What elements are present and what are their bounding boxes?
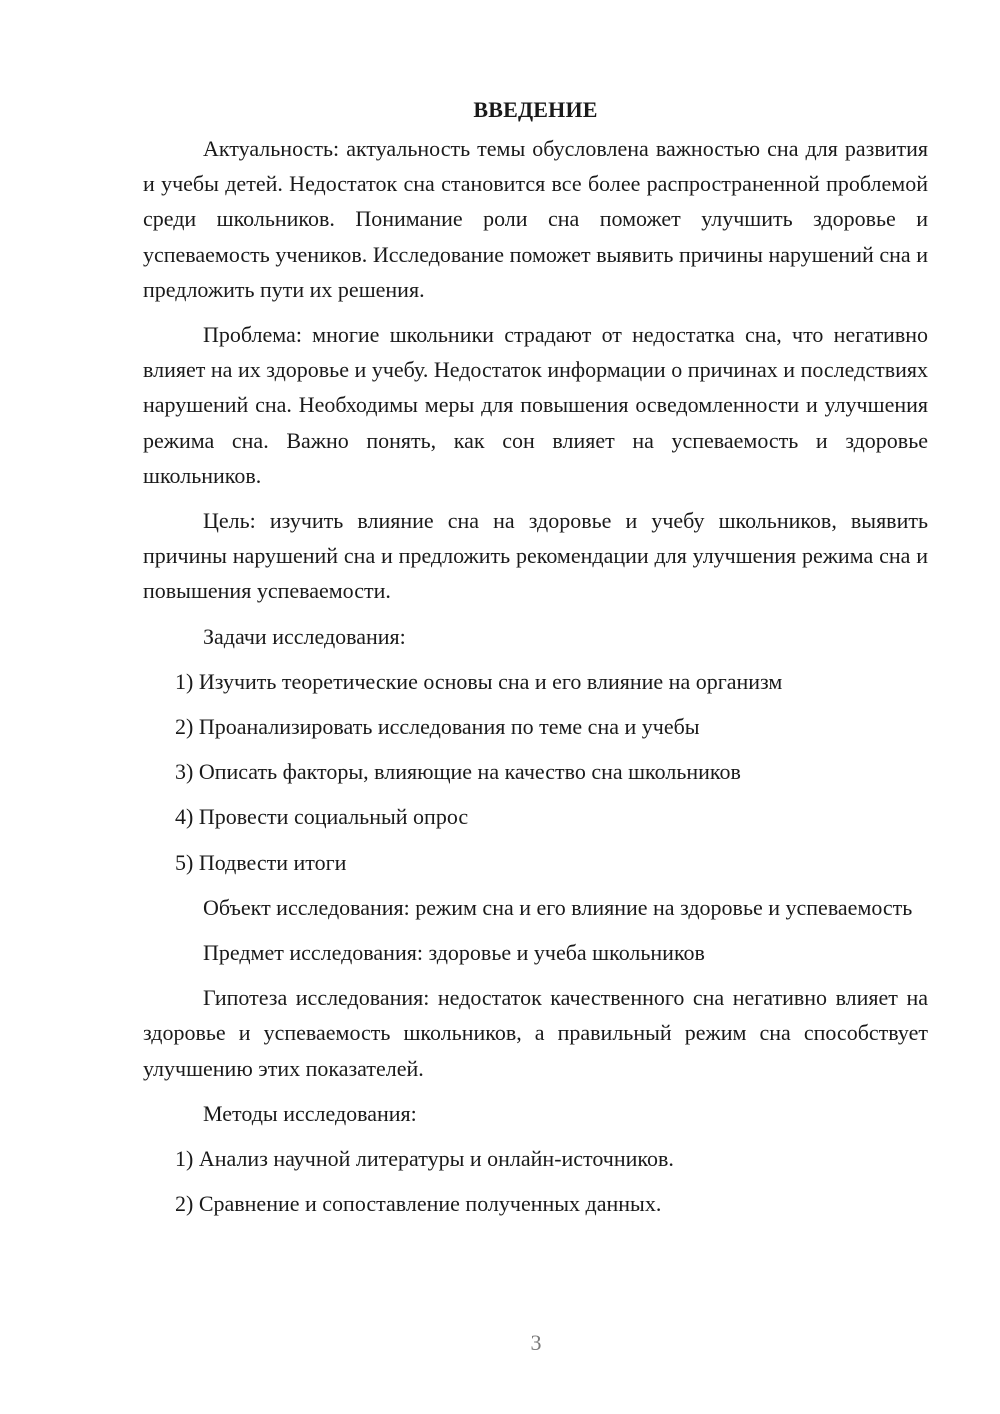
- list-item: 2) Проанализировать исследования по теме сна и учебы: [175, 714, 700, 740]
- relevance-paragraph: Актуальность: актуальность темы обусловлена важностью сна для развития и учебы детей. Недостаток сна становится все более распространенной проблемой среди школьников. Понимание роли сна поможет улучшить здоровье и успеваемость учеников. Исследование поможет выявить причины нарушений сна и предложить пути их решения.: [143, 136, 928, 302]
- page-number: 3: [530, 1330, 542, 1355]
- methods-heading: Методы исследования:: [203, 1100, 417, 1126]
- tasks-list: [143, 664, 928, 880]
- goal-paragraph: Цель: изучить влияние сна на здоровье и учебу школьников, выявить причины нарушений сна и предложить рекомендации для улучшения режима сна и повышения успеваемости.: [143, 508, 928, 604]
- document-page: [143, 92, 928, 1231]
- methods-list: [143, 1141, 928, 1221]
- list-item: 4) Провести социальный опрос: [175, 804, 469, 830]
- subject-paragraph: Предмет исследования: здоровье и учеба школьников: [203, 940, 705, 966]
- list-item: 3) Описать факторы, влияющие на качество сна школьников: [175, 759, 741, 785]
- list-item: 2) Сравнение и сопоставление полученных данных.: [175, 1191, 662, 1217]
- object-paragraph: Объект исследования: режим сна и его влияние на здоровье и успеваемость: [203, 894, 913, 920]
- hypothesis-paragraph: Гипотеза исследования: недостаток качественного сна негативно влияет на здоровье и успеваемость школьников, а правильный режим сна способствует улучшению этих показателей.: [143, 985, 928, 1081]
- list-item: 1) Изучить теоретические основы сна и его влияние на организм: [175, 668, 783, 694]
- tasks-heading: Задачи исследования:: [203, 623, 406, 649]
- problem-paragraph: Проблема: многие школьники страдают от недостатка сна, что негативно влияет на их здоровье и учебу. Недостаток информации о причинах и последствиях нарушений сна. Необходимы меры для повышения осведомленности и улучшения режима сна. Важно понять, как сон влияет на успеваемость и здоровье школьников.: [143, 322, 928, 488]
- list-item: 5) Подвести итоги: [175, 849, 347, 875]
- list-item: 1) Анализ научной литературы и онлайн-источников.: [175, 1146, 674, 1172]
- page-title: ВВЕДЕНИЕ: [473, 97, 598, 122]
